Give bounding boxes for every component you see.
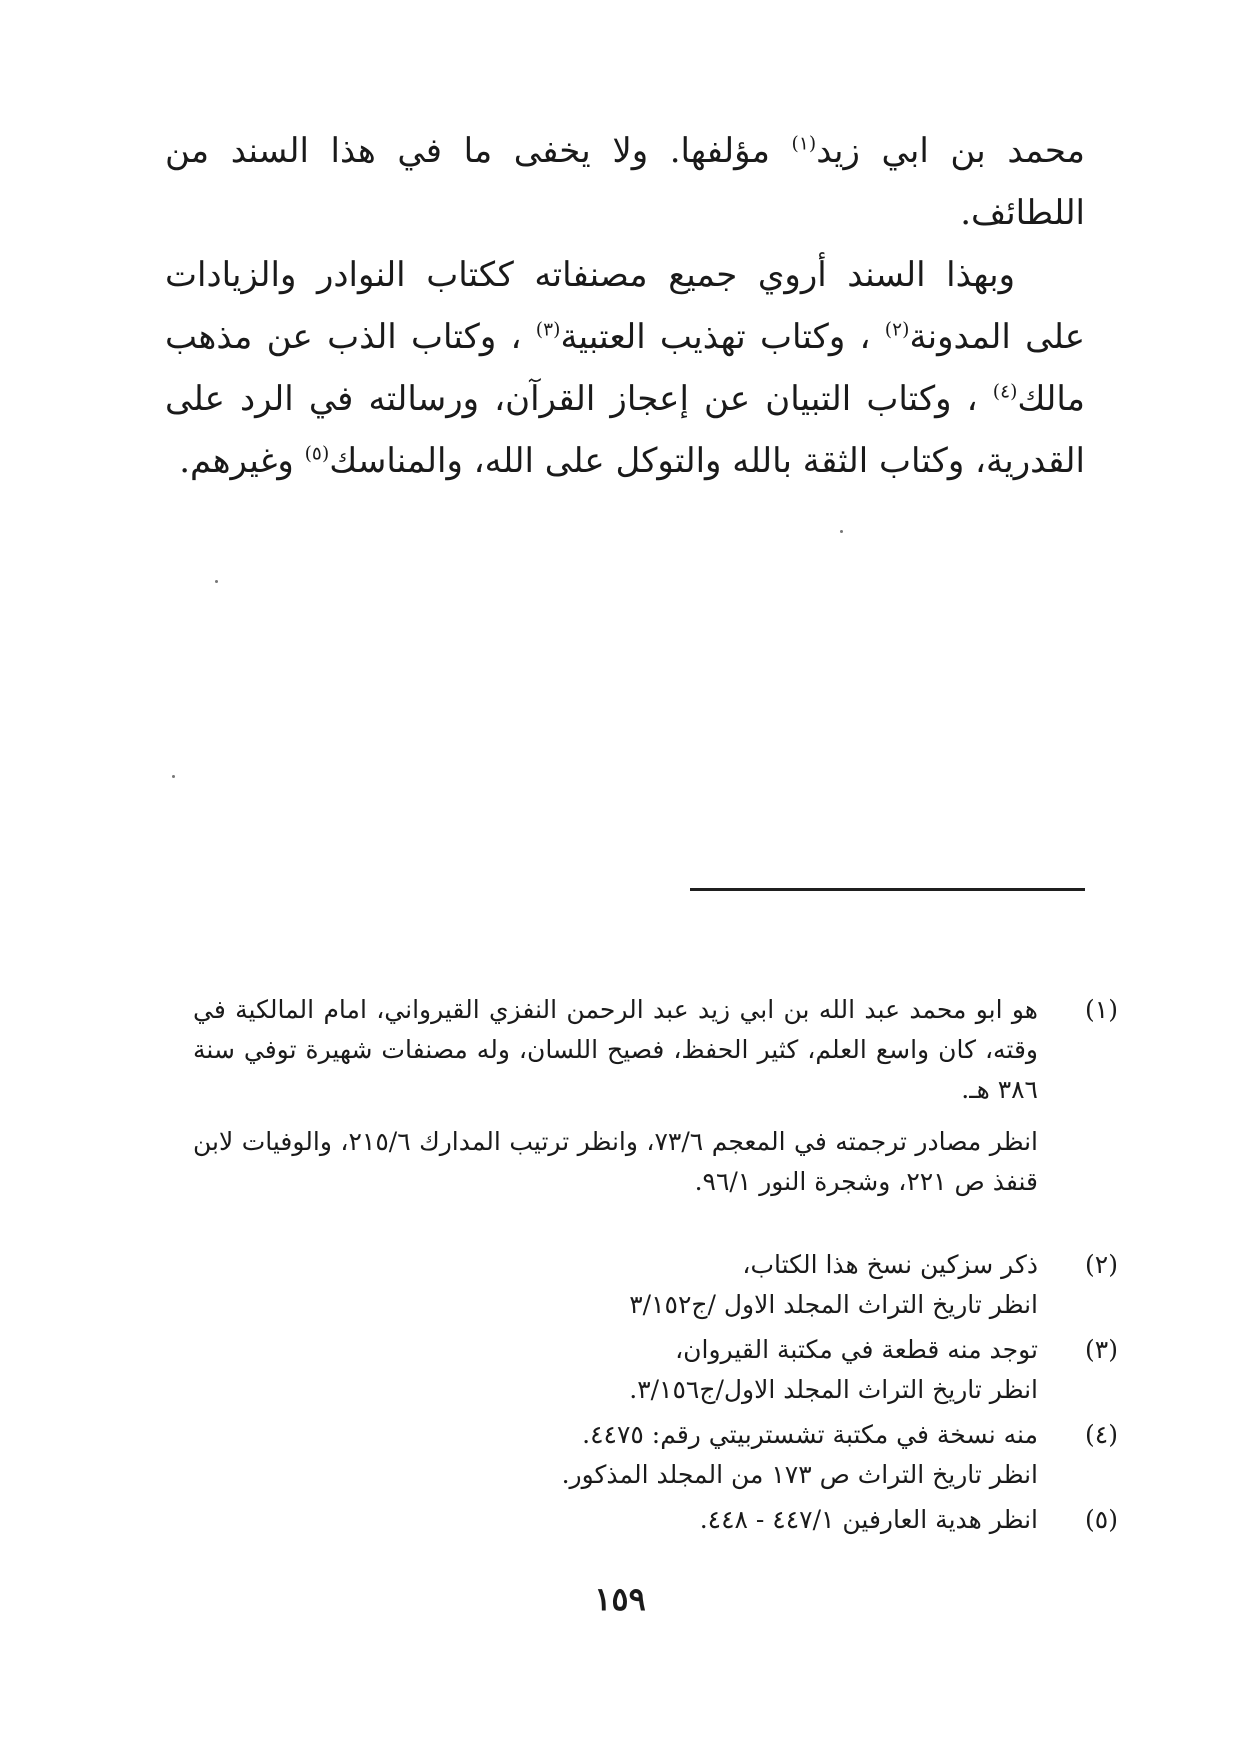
page-number: ١٥٩ — [594, 1580, 646, 1618]
footnote-number: (٤) — [1085, 1420, 1118, 1449]
paragraph-2-text-e: وغيرهم. — [179, 441, 305, 481]
footnote-text: هو ابو محمد عبد الله بن ابي زيد عبد الرحمن النفزي القيرواني، امام المالكية في وقته، كان واسع العلم، كثير الحفظ، فصيح اللسان، وله مصنفات شهيرة توفي سنة ٣٨٦ هـ. — [193, 995, 1038, 1104]
footnote-number: (٢) — [1085, 1250, 1118, 1279]
paragraph-2-text-c: ، وكتاب الذب عن مذهب مالك — [165, 317, 1085, 419]
footnote-ref-2: (٢) — [884, 319, 910, 341]
footnote-text: انظر تاريخ التراث المجلد الاول/ج٣/١٥٦. — [629, 1375, 1038, 1404]
footnote-text: انظر تاريخ التراث ص ١٧٣ من المجلد المذكور. — [561, 1460, 1038, 1489]
footnote-5 — [193, 1500, 1118, 1540]
footnote-text: ذكر سزكين نسخ هذا الكتاب، — [742, 1250, 1038, 1279]
footnote-text: انظر تاريخ التراث المجلد الاول /ج٣/١٥٢ — [629, 1290, 1038, 1319]
main-text — [165, 120, 1085, 492]
paragraph-2-text-a: وبهذا السند أروي جميع مصنفاته ككتاب النوادر والزيادات على المدونة — [165, 255, 1086, 357]
footnote-3 — [193, 1330, 1118, 1410]
paragraph-1-text-a: محمد بن ابي زيد — [816, 131, 1086, 171]
footnote-number: (٣) — [1085, 1335, 1118, 1364]
footnote-text: منه نسخة في مكتبة تشستربيتي رقم: ٤٤٧٥. — [582, 1420, 1038, 1449]
footnote-text: توجد منه قطعة في مكتبة القيروان، — [675, 1335, 1038, 1364]
scan-speck — [172, 775, 175, 778]
footnote-text: انظر مصادر ترجمته في المعجم ٧٣/٦، وانظر ترتيب المدارك ٢١٥/٦، والوفيات لابن قنفذ ص ٢٢١، وشجرة النور ٩٦/١. — [193, 1127, 1038, 1196]
paragraph-1 — [165, 120, 1085, 244]
footnote-4 — [193, 1415, 1118, 1495]
scan-speck — [840, 530, 843, 533]
footnote-ref-5: (٥) — [304, 443, 330, 465]
footnote-2 — [193, 1245, 1118, 1325]
footnote-ref-4: (٤) — [992, 381, 1018, 403]
footnote-1 — [193, 990, 1118, 1202]
footnote-ref-1: (١) — [791, 133, 817, 155]
footnote-separator — [690, 888, 1085, 891]
footnote-text: انظر هدية العارفين ٤٤٧/١ - ٤٤٨. — [699, 1505, 1038, 1534]
paragraph-2 — [165, 244, 1085, 492]
paragraph-1-text-b: مؤلفها. ولا يخفى ما في هذا السند من اللطائف. — [165, 131, 1085, 233]
scan-speck — [215, 580, 218, 583]
footnote-number: (٥) — [1085, 1505, 1118, 1534]
footnote-number: (١) — [1085, 995, 1118, 1024]
paragraph-2-text-b: ، وكتاب تهذيب العتبية — [560, 317, 871, 357]
paragraph-2-text-d: ، وكتاب التبيان عن إعجاز القرآن، ورسالته في الرد على القدرية، وكتاب الثقة بالله والتوكل على الله، والمناسك — [165, 379, 1085, 481]
footnote-ref-3: (٣) — [535, 319, 561, 341]
